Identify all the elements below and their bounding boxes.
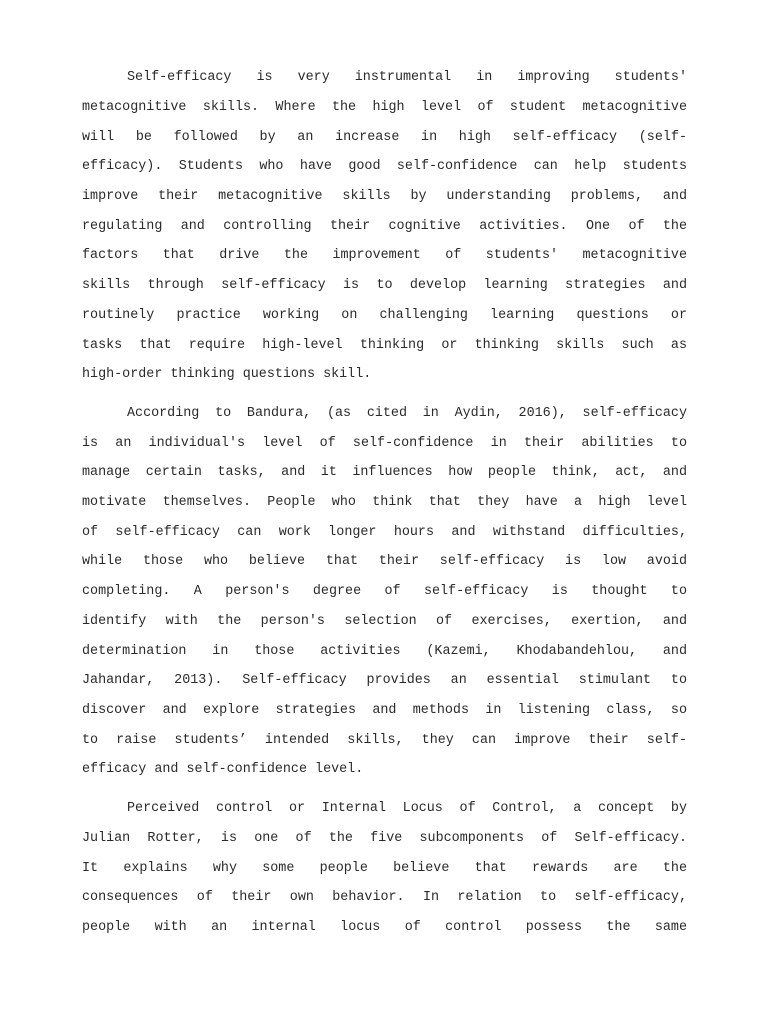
text-line: motivate themselves. People who think that they have a high level: [82, 495, 687, 510]
text-line: Perceived control or Internal Locus of Control, a concept by: [127, 801, 687, 816]
text-line: improve their metacognitive skills by understanding problems, and: [82, 189, 687, 204]
text-line: discover and explore strategies and methods in listening class, so: [82, 703, 687, 718]
text-line: of self-efficacy can work longer hours and withstand difficulties,: [82, 525, 687, 540]
text-line: people with an internal locus of control possess the same: [82, 920, 687, 935]
text-line: metacognitive skills. Where the high level of student metacognitive: [82, 100, 687, 115]
text-line: According to Bandura, (as cited in Aydin, 2016), self-efficacy: [127, 406, 687, 421]
text-line: will be followed by an increase in high self-efficacy (self-: [82, 130, 687, 145]
text-line: is an individual's level of self-confidence in their abilities to: [82, 436, 687, 451]
text-line: completing. A person's degree of self-efficacy is thought to: [82, 584, 687, 599]
text-line: efficacy and self-confidence level.: [82, 762, 364, 777]
text-line: regulating and controlling their cognitive activities. One of the: [82, 219, 687, 234]
text-line: high-order thinking questions skill.: [82, 367, 372, 382]
text-line: routinely practice working on challenging learning questions or: [82, 308, 687, 323]
text-line: factors that drive the improvement of students' metacognitive: [82, 248, 687, 263]
text-line: manage certain tasks, and it influences how people think, act, and: [82, 465, 687, 480]
text-line: Jahandar, 2013). Self-efficacy provides an essential stimulant to: [82, 673, 687, 688]
text-line: tasks that require high-level thinking or thinking skills such as: [82, 338, 687, 353]
text-line: Self-efficacy is very instrumental in improving students': [127, 70, 687, 85]
text-line: determination in those activities (Kazemi, Khodabandehlou, and: [82, 644, 687, 659]
text-line: to raise students’ intended skills, they can improve their self-: [82, 733, 687, 748]
text-line: efficacy). Students who have good self-confidence can help students: [82, 159, 687, 174]
text-line: consequences of their own behavior. In relation to self-efficacy,: [82, 890, 687, 905]
text-line: skills through self-efficacy is to develop learning strategies and: [82, 278, 687, 293]
text-line: while those who believe that their self-efficacy is low avoid: [82, 554, 687, 569]
text-line: It explains why some people believe that rewards are the: [82, 861, 687, 876]
text-line: identify with the person's selection of exercises, exertion, and: [82, 614, 687, 629]
text-line: Julian Rotter, is one of the five subcomponents of Self-efficacy.: [82, 831, 687, 846]
